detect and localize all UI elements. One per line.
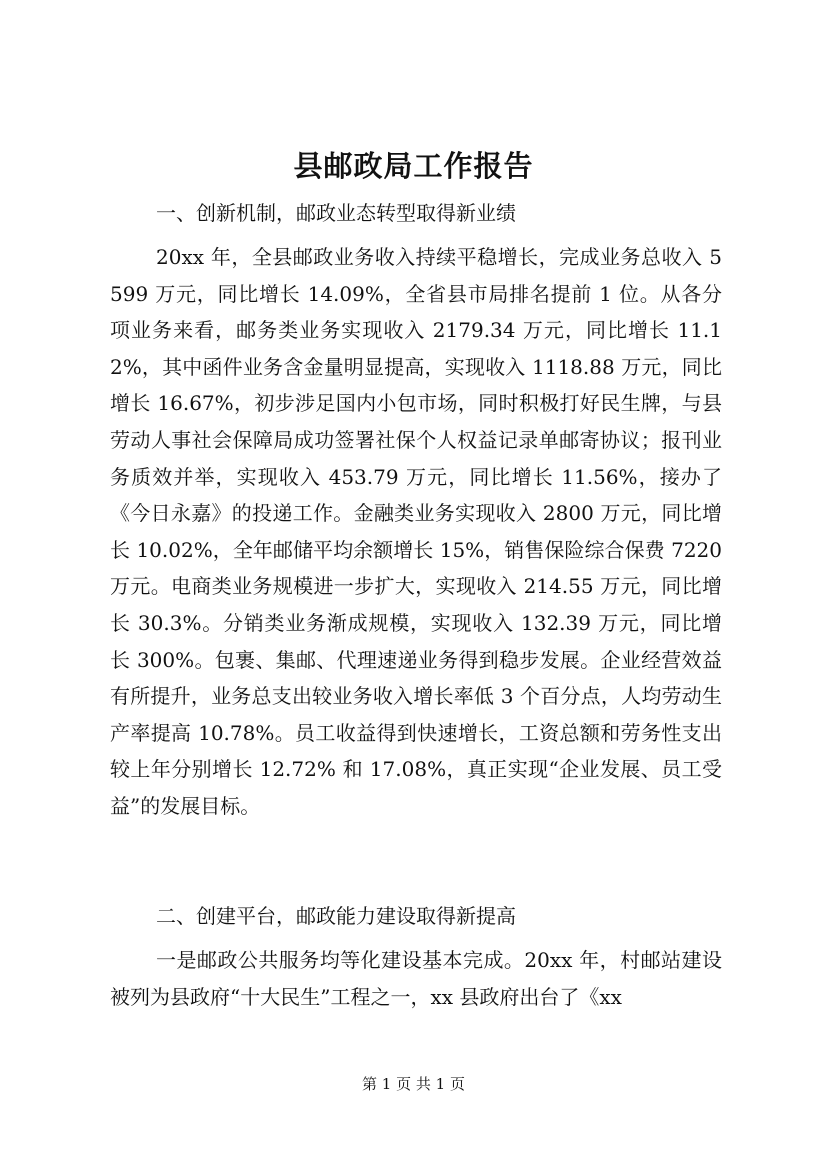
document-title: 县邮政局工作报告 [293,149,534,183]
paragraph-1-text: 20xx 年，全县邮政业务收入持续平稳增长，完成业务总收入 5599 万元，同比增长 14.09%，全省县市局排名提前 1 位。从各分项业务来看，邮务类业务实现收入 2179.34 万元，同比增长 11.12%，其中函件业务含金量明显提高，实现收入 1118.88 万元，同比增长 16.67%，初步涉足国内小包市场，同时积极打好民生牌，与县劳动人事社会保障局成功签署社保个人权益记录单邮寄协议；报刊业务质效并举，实现收入 453.79 万元，同比增长 11.56%，接办了《今日永嘉》的投递工作。金融类业务实现收入 2800 万元，同比增长 10.02%，全年邮储平均余额增长 15%，销售保险综合保费 7220 万元。电商类业务规模进一步扩大，实现收入 214.55 万元，同比增长 30.3%。分销类业务渐成规模，实现收入 132.39 万元，同比增长 300%。包裹、集邮、代理速递业务得到稳步发展。企业经营效益有所提升，业务总支出较业务收入增长率低 3 个百分点，人均劳动生产率提高 10.78%。员工收益得到快速增长，工资总额和劳务性支出较上年分别增长 12.72% 和 17.08%，真正实现“企业发展、员工受益”的发展目标。 [110,245,722,818]
paragraph-1 [110,239,722,825]
paragraph-2-text: 一是邮政公共服务均等化建设基本完成。20xx 年，村邮站建设被列为县政府“十大民生”工程之一，xx 县政府出台了《xx [110,948,722,1009]
section-heading-2 [110,898,722,935]
paragraph-2 [110,942,722,1015]
section-heading-2-text: 二、创建平台，邮政能力建设取得新提高 [156,904,516,928]
page-footer: 第 1 页 共 1 页 [362,1075,465,1093]
section-heading-1-text: 一、创新机制，邮政业态转型取得新业绩 [156,201,516,225]
section-heading-1 [110,195,722,232]
